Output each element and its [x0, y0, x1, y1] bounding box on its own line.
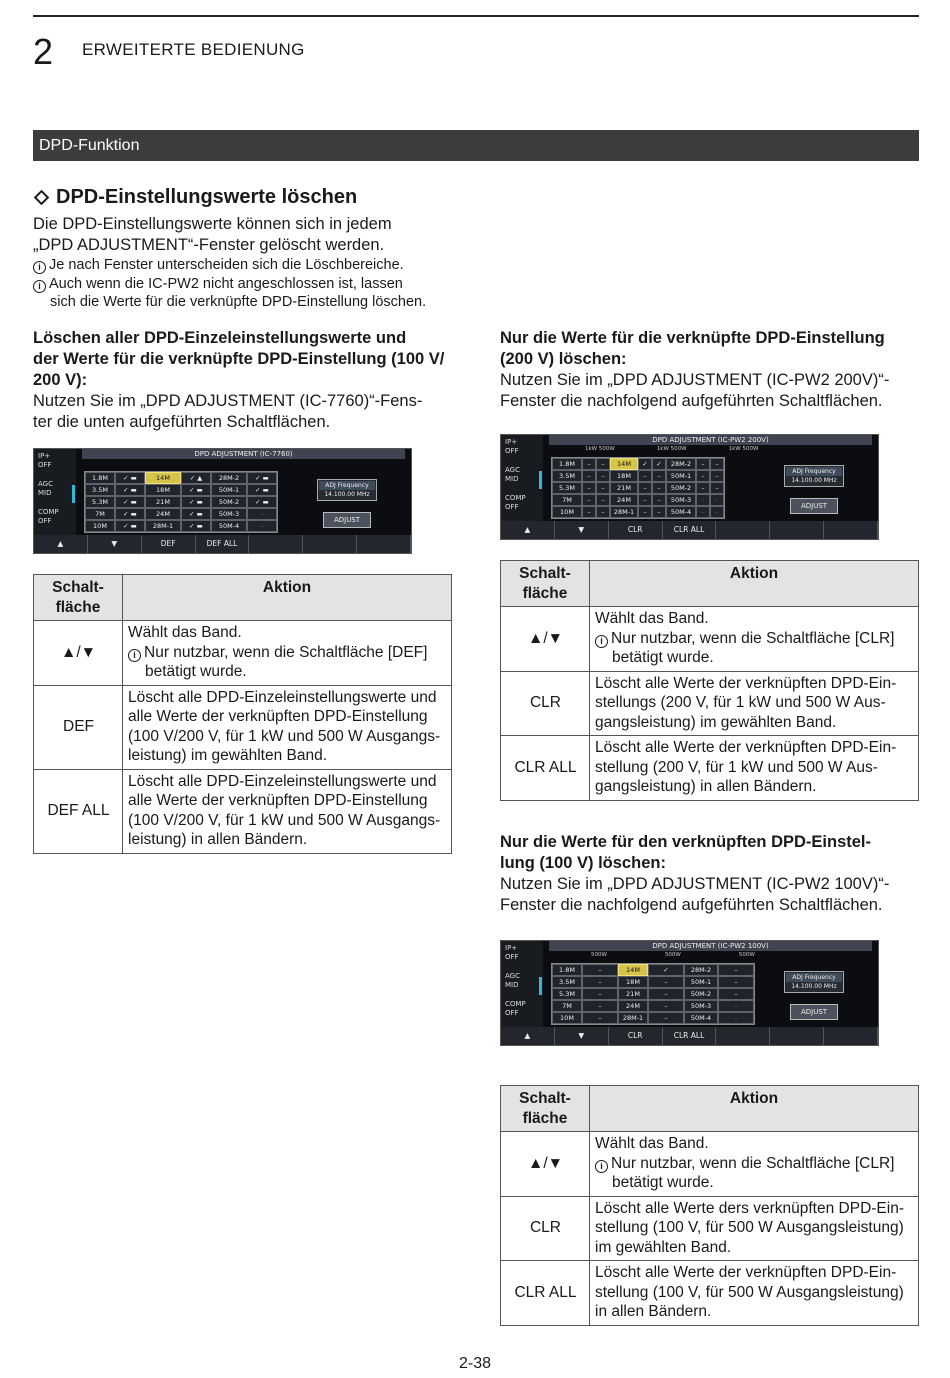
button-cell: CLR ALL [501, 1261, 590, 1326]
action-cell: Wählt das Band. i Nur nutzbar, wenn die Schaltfläche [CLR] betätigt wurde. [590, 607, 919, 672]
main-heading-text: DPD-Einstellungswerte löschen [56, 186, 358, 208]
action-cell: Löscht alle DPD-Einzeleinstellungswerte und alle Werte der verknüpften DPD-Einstellung (100 V/200 V, für 1 kW und 500 W Ausgangs- leistung) in allen Bändern. [123, 769, 452, 853]
band-cell[interactable]: 14M [145, 472, 181, 484]
band-cell[interactable]: – [582, 494, 596, 506]
screen-button[interactable]: ▲ [501, 1027, 555, 1045]
band-cell[interactable]: – [696, 506, 710, 518]
band-cell[interactable]: 18M [610, 470, 638, 482]
body-text: Nutzen Sie im „DPD ADJUSTMENT (IC-PW2 100V)“- [500, 875, 890, 893]
band-cell[interactable]: – [582, 506, 596, 518]
band-cell[interactable]: 14M [610, 458, 638, 470]
left-instructions [33, 328, 463, 433]
band-cell[interactable]: – [718, 964, 754, 976]
body-text: Nutzen Sie im „DPD ADJUSTMENT (IC-7760)“-Fens- [33, 392, 423, 410]
band-cell[interactable]: 24M [610, 494, 638, 506]
band-cell[interactable]: 50M-2 [211, 496, 247, 508]
right-instructions-200v [500, 328, 920, 412]
band-cell[interactable]: 7M [552, 1000, 582, 1012]
band-cell[interactable]: 5.3M [552, 482, 582, 494]
chapter-number: 2 [33, 31, 54, 72]
button-cell: CLR ALL [501, 736, 590, 801]
subheading: (200 V) löschen: [500, 350, 627, 368]
info-icon: i [33, 261, 46, 274]
screen-button[interactable] [716, 521, 770, 539]
button-cell: DEF ALL [34, 769, 123, 853]
screen-button-bar [501, 1027, 878, 1045]
screen-button[interactable]: DEF [142, 535, 196, 553]
band-cell[interactable]: ✓ ▬ [115, 484, 145, 496]
screen-side-panel: IP+ OFF AGC MID COMP OFF [501, 941, 543, 1027]
subheading: lung (100 V) löschen: [500, 854, 666, 872]
band-cell[interactable]: 50M-1 [211, 484, 247, 496]
band-cell[interactable]: – [648, 1000, 684, 1012]
band-cell[interactable]: ✓ ▲ [181, 472, 211, 484]
band-grid [551, 457, 725, 519]
screen-title: DPD ADJUSTMENT (IC-PW2 200V) [549, 435, 872, 445]
band-cell[interactable]: 28M-1 [618, 1012, 648, 1024]
band-cell[interactable]: 50M-3 [211, 508, 247, 520]
table-row [501, 671, 919, 736]
band-cell[interactable]: 50M-1 [666, 470, 696, 482]
band-cell[interactable]: ✓ ▬ [181, 508, 211, 520]
band-cell[interactable]: 50M-4 [666, 506, 696, 518]
band-cell[interactable]: – [652, 506, 666, 518]
subheading: Löschen aller DPD-Einzeleinstellungswerte und [33, 329, 407, 347]
band-cell[interactable]: – [718, 988, 754, 1000]
action-table-1 [33, 574, 452, 854]
main-heading [33, 186, 357, 209]
band-cell[interactable]: 10M [552, 506, 582, 518]
action-cell: Löscht alle Werte der verknüpften DPD-Ein- stellung (100 V, für 500 W Ausgangsleistung) in allen Bändern. [590, 1261, 919, 1326]
subheading: Nur die Werte für die verknüpfte DPD-Einstellung [500, 329, 885, 347]
band-cell[interactable]: – [582, 470, 596, 482]
band-cell[interactable]: – [638, 494, 652, 506]
band-cell[interactable]: 28M-2 [684, 964, 718, 976]
screen-subheader: 1kW 500W 1kW 500W 1kW 500W [585, 446, 759, 452]
subheading: Nur die Werte für den verknüpften DPD-Einstel- [500, 833, 871, 851]
adjust-button[interactable]: ADJUST [323, 512, 371, 528]
right-instructions-100v [500, 832, 920, 916]
screen-button[interactable]: CLR [609, 1027, 663, 1045]
action-cell: Löscht alle Werte der verknüpften DPD-Ein- stellungs (200 V, für 1 kW und 500 W Aus- gangsleistung) im gewählten Band. [590, 671, 919, 736]
screen-button[interactable]: ▼ [88, 535, 142, 553]
band-cell[interactable]: 50M-3 [684, 1000, 718, 1012]
band-cell[interactable]: ✓ [648, 964, 684, 976]
action-cell: Löscht alle Werte ders verknüpften DPD-Ein- stellung (100 V, für 500 W Ausgangsleistung) im gewählten Band. [590, 1196, 919, 1261]
table-row [34, 769, 452, 853]
body-text: Fenster die nachfolgend aufgeführten Schaltflächen. [500, 896, 883, 914]
screen-button[interactable]: ▼ [555, 521, 609, 539]
action-cell: Wählt das Band. i Nur nutzbar, wenn die Schaltfläche [DEF] betätigt wurde. [123, 621, 452, 686]
band-cell[interactable]: – [696, 494, 710, 506]
table-row [501, 1196, 919, 1261]
band-cell[interactable]: – [696, 458, 710, 470]
adj-frequency: ADJ Frequency 14.100.00 MHz [784, 971, 844, 993]
col-header-action: Aktion [590, 561, 919, 607]
band-grid [551, 963, 755, 1025]
band-cell[interactable]: ✓ ▬ [247, 484, 277, 496]
diamond-icon [34, 190, 50, 206]
action-cell: Löscht alle Werte der verknüpften DPD-Ein- stellung (200 V, für 1 kW und 500 W Aus- gangsleistung) in allen Bändern. [590, 736, 919, 801]
action-table-3 [500, 1085, 919, 1326]
screen-button[interactable]: DEF ALL [196, 535, 250, 553]
button-cell: CLR [501, 671, 590, 736]
band-cell[interactable]: 28M-2 [666, 458, 696, 470]
band-cell[interactable]: – [596, 494, 610, 506]
band-cell[interactable]: 50M-1 [684, 976, 718, 988]
table-row [501, 1261, 919, 1326]
band-cell[interactable]: – [582, 988, 618, 1000]
band-cell[interactable]: 3.5M [552, 976, 582, 988]
band-cell[interactable]: 1.8M [552, 458, 582, 470]
band-cell[interactable]: – [718, 976, 754, 988]
button-cell: ▲/▼ [501, 607, 590, 672]
band-cell[interactable]: 10M [85, 520, 115, 532]
band-cell[interactable]: 14M [618, 964, 648, 976]
band-cell[interactable]: – [582, 964, 618, 976]
screen-button[interactable]: ▲ [501, 521, 555, 539]
band-cell[interactable]: 50M-4 [684, 1012, 718, 1024]
band-cell[interactable]: 21M [618, 988, 648, 1000]
band-cell[interactable]: – [582, 1012, 618, 1024]
band-cell[interactable]: 18M [618, 976, 648, 988]
band-grid [84, 471, 278, 533]
band-cell[interactable]: 28M-1 [610, 506, 638, 518]
band-cell[interactable]: – [638, 482, 652, 494]
button-cell: ▲/▼ [501, 1132, 590, 1197]
band-cell[interactable]: 50M-3 [666, 494, 696, 506]
band-cell[interactable]: – [582, 976, 618, 988]
band-cell[interactable]: – [596, 470, 610, 482]
band-cell[interactable]: 24M [145, 508, 181, 520]
info-icon: i [33, 280, 46, 293]
screen-button[interactable] [824, 1027, 878, 1045]
subheading: 200 V): [33, 371, 88, 389]
button-cell: CLR [501, 1196, 590, 1261]
adj-frequency: ADJ Frequency 14.100.00 MHz [784, 465, 844, 487]
band-cell[interactable]: – [596, 482, 610, 494]
screen-button[interactable] [249, 535, 303, 553]
screen-button[interactable]: ▼ [555, 1027, 609, 1045]
screen-title: DPD ADJUSTMENT (IC-7760) [82, 449, 405, 459]
screen-button[interactable]: ▲ [34, 535, 88, 553]
note-text: sich die Werte für die verknüpfte DPD-Einstellung löschen. [50, 294, 427, 310]
band-cell[interactable]: – [710, 482, 724, 494]
band-cell[interactable]: ✓ [638, 458, 652, 470]
band-cell[interactable]: – [582, 458, 596, 470]
note-text: Je nach Fenster unterscheiden sich die Löschbereiche. [49, 257, 404, 273]
intro-note [33, 275, 463, 312]
body-text: Nutzen Sie im „DPD ADJUSTMENT (IC-PW2 200V)“- [500, 371, 890, 389]
band-cell[interactable]: – [582, 1000, 618, 1012]
body-text: Fenster die nachfolgend aufgeführten Schaltflächen. [500, 392, 883, 410]
band-cell[interactable]: – [710, 470, 724, 482]
band-cell[interactable]: – [710, 458, 724, 470]
band-cell[interactable]: ✓ ▬ [181, 496, 211, 508]
band-cell[interactable]: – [652, 470, 666, 482]
intro-note [33, 256, 463, 275]
col-header-action: Aktion [123, 575, 452, 621]
band-cell[interactable]: ✓ ▬ [115, 496, 145, 508]
screen-button[interactable] [824, 521, 878, 539]
screen-button-bar [501, 521, 878, 539]
table-row [501, 1132, 919, 1197]
band-cell[interactable]: – [648, 988, 684, 1000]
section-bar: DPD-Funktion [33, 130, 919, 161]
band-cell[interactable]: – [710, 494, 724, 506]
screen-dpd-pw2-200v [500, 434, 879, 540]
screen-dpd-pw2-100v [500, 940, 879, 1046]
screen-button[interactable]: CLR ALL [663, 521, 717, 539]
screen-subheader: 500W 500W 500W [591, 952, 755, 958]
button-cell: DEF [34, 685, 123, 769]
band-cell[interactable]: ✓ ▬ [115, 472, 145, 484]
adjust-button[interactable]: ADJUST [790, 1004, 838, 1020]
adjust-button[interactable]: ADJUST [790, 498, 838, 514]
body-text: ter die unten aufgeführten Schaltflächen. [33, 413, 331, 431]
band-cell[interactable]: – [638, 470, 652, 482]
info-icon: i [128, 649, 141, 662]
table-row [34, 685, 452, 769]
band-cell[interactable]: 5.3M [552, 988, 582, 1000]
band-cell[interactable]: – [696, 470, 710, 482]
band-cell[interactable]: ✓ ▬ [115, 508, 145, 520]
band-cell[interactable]: – [582, 482, 596, 494]
screen-button[interactable] [303, 535, 357, 553]
band-cell[interactable]: 50M-2 [684, 988, 718, 1000]
screen-button[interactable]: CLR [609, 521, 663, 539]
action-cell: Löscht alle DPD-Einzeleinstellungswerte und alle Werte der verknüpften DPD-Einstellung (100 V/200 V, für 1 kW und 500 W Ausgangs- leistung) im gewählten Band. [123, 685, 452, 769]
band-cell[interactable]: 10M [552, 1012, 582, 1024]
screen-button[interactable] [770, 521, 824, 539]
band-cell[interactable]: 50M-4 [211, 520, 247, 532]
band-cell[interactable]: 21M [145, 496, 181, 508]
action-cell: Wählt das Band. i Nur nutzbar, wenn die Schaltfläche [CLR] betätigt wurde. [590, 1132, 919, 1197]
table-row [501, 736, 919, 801]
band-cell[interactable]: ✓ [652, 458, 666, 470]
band-cell[interactable]: ✓ ▬ [115, 520, 145, 532]
band-cell[interactable]: 7M [552, 494, 582, 506]
band-cell[interactable]: 3.5M [85, 484, 115, 496]
page-number: 2-38 [458, 1355, 492, 1372]
screen-title: DPD ADJUSTMENT (IC-PW2 100V) [549, 941, 872, 951]
band-cell[interactable]: ✓ ▬ [247, 496, 277, 508]
band-cell[interactable]: – [696, 482, 710, 494]
band-cell[interactable]: – [718, 1000, 754, 1012]
band-cell[interactable]: 1.8M [552, 964, 582, 976]
band-cell[interactable]: – [648, 976, 684, 988]
band-cell[interactable]: 50M-2 [666, 482, 696, 494]
band-cell[interactable]: – [596, 506, 610, 518]
intro [33, 214, 463, 312]
subheading: der Werte für die verknüpfte DPD-Einstellung (100 V/ [33, 350, 445, 368]
band-cell[interactable]: 18M [145, 484, 181, 496]
screen-button[interactable]: CLR ALL [663, 1027, 717, 1045]
intro-line: Die DPD-Einstellungswerte können sich in jedem [33, 215, 392, 233]
chapter-title: ERWEITERTE BEDIENUNG [82, 40, 305, 59]
info-icon: i [595, 635, 608, 648]
top-rule [33, 15, 919, 17]
band-cell[interactable]: ✓ ▬ [181, 484, 211, 496]
band-cell[interactable]: – [596, 458, 610, 470]
button-cell: ▲/▼ [34, 621, 123, 686]
band-cell[interactable]: – [718, 1012, 754, 1024]
table-row [34, 621, 452, 686]
col-header-button: Schalt- fläche [501, 1086, 590, 1132]
band-cell[interactable]: 24M [618, 1000, 648, 1012]
band-cell[interactable]: 21M [610, 482, 638, 494]
screen-side-panel: IP+ OFF AGC MID COMP OFF [501, 435, 543, 521]
screen-button[interactable] [770, 1027, 824, 1045]
band-cell[interactable]: – [638, 506, 652, 518]
band-cell[interactable]: ✓ ▬ [247, 472, 277, 484]
info-icon: i [595, 1160, 608, 1173]
col-header-action: Aktion [590, 1086, 919, 1132]
band-cell[interactable]: – [652, 482, 666, 494]
band-cell[interactable]: – [652, 494, 666, 506]
band-cell[interactable]: 5.3M [85, 496, 115, 508]
band-cell[interactable]: 3.5M [552, 470, 582, 482]
col-header-button: Schalt- fläche [34, 575, 123, 621]
action-table-2 [500, 560, 919, 801]
screen-button[interactable] [357, 535, 411, 553]
band-cell[interactable]: 1.8M [85, 472, 115, 484]
band-cell[interactable]: 28M-2 [211, 472, 247, 484]
adj-frequency: ADJ Frequency 14.100.00 MHz [317, 479, 377, 501]
screen-dpd-ic7760 [33, 448, 412, 554]
note-text: Auch wenn die IC-PW2 nicht angeschlossen ist, lassen [49, 275, 403, 292]
screen-button-bar [34, 535, 411, 553]
col-header-button: Schalt- fläche [501, 561, 590, 607]
band-cell[interactable]: ✓ ▬ [181, 520, 211, 532]
screen-button[interactable] [716, 1027, 770, 1045]
band-cell[interactable]: – [247, 508, 277, 520]
band-cell[interactable]: 7M [85, 508, 115, 520]
band-cell[interactable]: – [247, 520, 277, 532]
intro-line: „DPD ADJUSTMENT“-Fenster gelöscht werden. [33, 236, 385, 254]
band-cell[interactable]: – [648, 1012, 684, 1024]
screen-side-panel: IP+ OFF AGC MID COMP OFF [34, 449, 76, 535]
table-row [501, 607, 919, 672]
band-cell[interactable]: 28M-1 [145, 520, 181, 532]
band-cell[interactable]: – [710, 506, 724, 518]
